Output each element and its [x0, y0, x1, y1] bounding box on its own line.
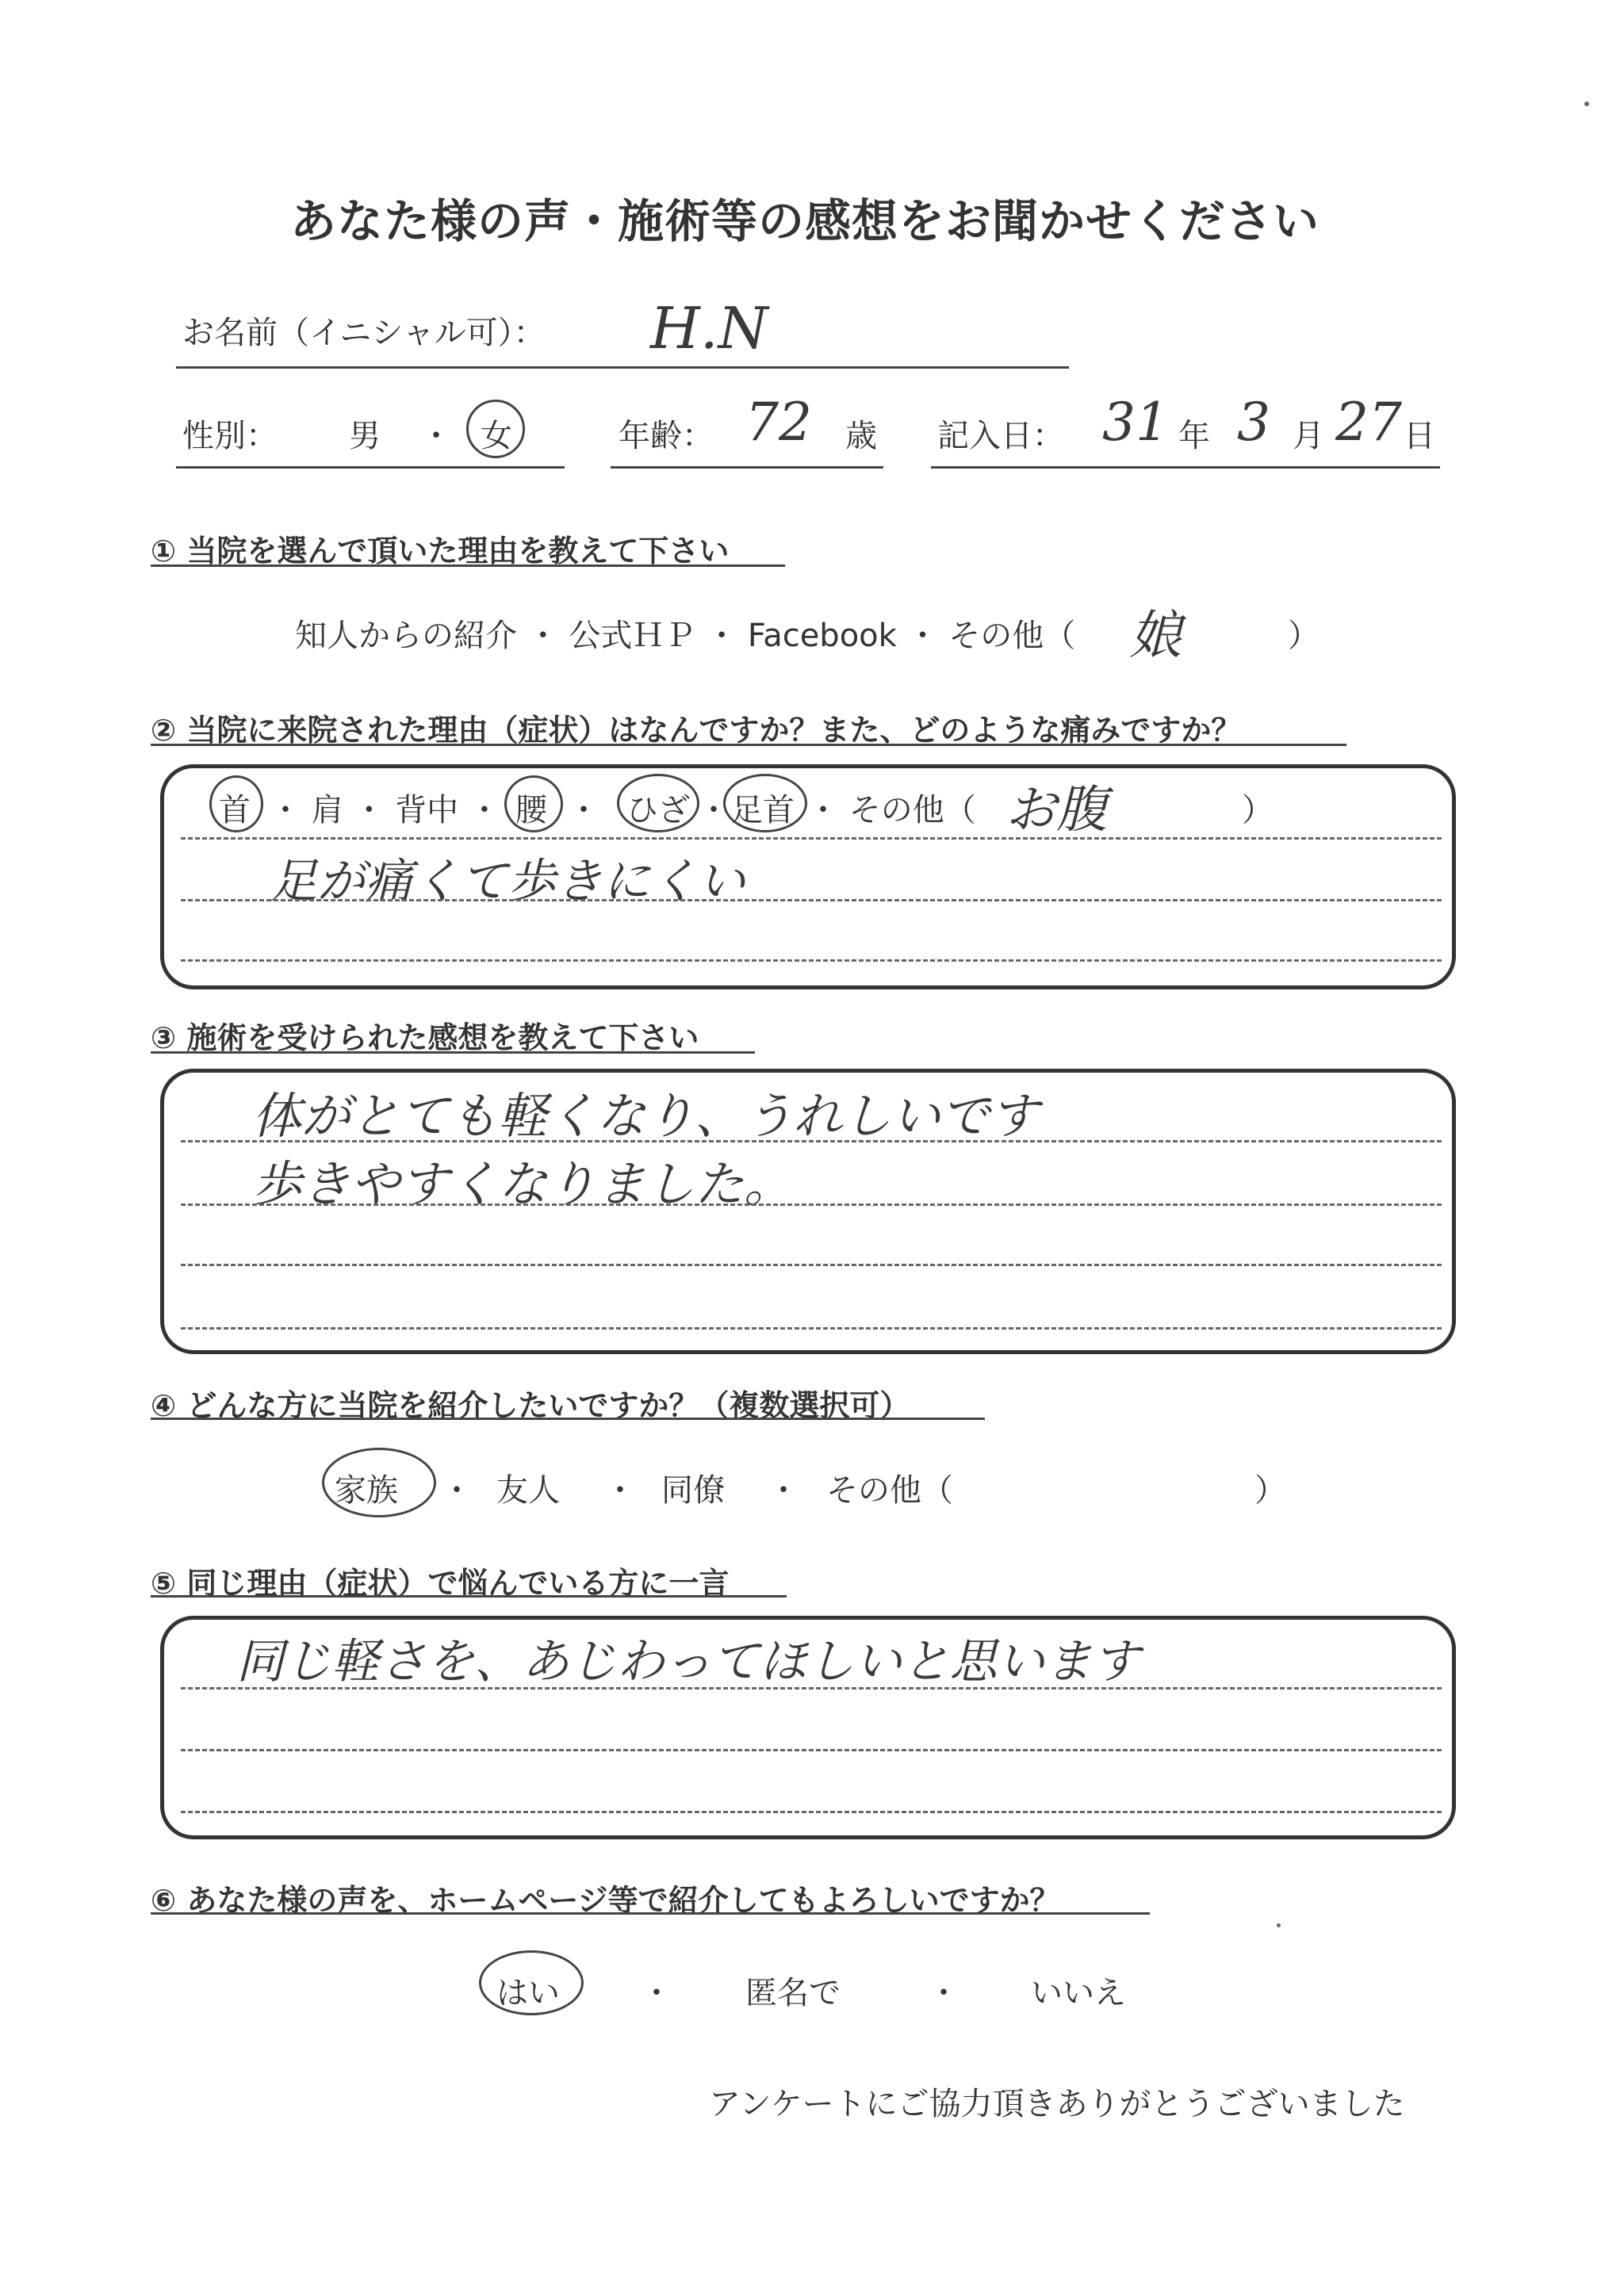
selection-circle-icon	[209, 775, 263, 832]
answer-line	[181, 1264, 1442, 1266]
q1-heading-underline	[151, 564, 785, 567]
q2-heading-underline	[151, 744, 1346, 746]
selection-circle-icon	[504, 775, 563, 832]
answer-line	[181, 837, 1442, 840]
q4-option-colleague[interactable]: 同僚	[661, 1472, 725, 1509]
q2-heading: ② 当院に来院された理由（症状）はなんですか？また、どのような痛みですか？	[151, 713, 1242, 748]
q2-separator: ・	[698, 792, 730, 828]
date-label: 記入日：	[937, 418, 1064, 454]
q6-heading-underline	[151, 1912, 1150, 1915]
date-underline	[931, 466, 1440, 469]
name-label: お名前（イニシャル可）：	[182, 315, 546, 351]
selection-circle-icon	[617, 774, 699, 832]
answer-line	[181, 1140, 1442, 1142]
date-month-unit: 月	[1293, 418, 1324, 454]
age-underline	[611, 466, 883, 469]
age-value[interactable]: 72	[745, 392, 812, 453]
q4-option-other[interactable]: その他（	[826, 1472, 953, 1509]
q3-heading: ③ 施術を受けられた感想を教えて下さい	[151, 1020, 699, 1055]
gender-label: 性別：	[182, 418, 278, 454]
q1-other-value[interactable]: 娘	[1129, 605, 1182, 666]
answer-line	[181, 1749, 1442, 1751]
q4-separator: ・	[768, 1472, 799, 1509]
answer-line	[181, 1687, 1442, 1689]
q2-option-neck[interactable]: 首	[219, 792, 251, 828]
date-year-unit: 年	[1178, 418, 1210, 454]
q4-close-paren: ）	[1254, 1472, 1286, 1509]
q3-answer-line-2[interactable]: 歩きやすくなりました。	[252, 1155, 794, 1213]
q2-option-other[interactable]: ・ その他（	[807, 792, 976, 828]
q1-close-paren: ）	[1288, 618, 1320, 654]
selection-circle-icon	[723, 774, 807, 832]
age-label: 年齢：	[619, 418, 714, 454]
q6-option-anonymous[interactable]: 匿名で	[745, 1975, 841, 2011]
q2-other-value[interactable]: お腹	[1005, 781, 1107, 840]
q3-heading-underline	[151, 1051, 755, 1054]
selection-circle-icon	[322, 1448, 436, 1517]
name-value[interactable]: H.N	[650, 295, 768, 362]
q5-heading: ⑤ 同じ理由（症状）で悩んでいる方に一言	[151, 1566, 730, 1601]
answer-line	[181, 899, 1442, 901]
date-month[interactable]: 3	[1237, 392, 1270, 453]
age-unit: 歳	[845, 418, 877, 454]
answer-line	[181, 1811, 1442, 1813]
q6-separator: ・	[928, 1975, 959, 2011]
q2-separator: ・	[568, 792, 599, 828]
q2-close-paren: ）	[1242, 792, 1274, 828]
q6-separator: ・	[641, 1975, 672, 2011]
q2-option-shoulder-back[interactable]: ・ 肩 ・ 背中 ・	[270, 792, 500, 828]
q5-heading-underline	[151, 1595, 787, 1598]
date-day[interactable]: 27	[1335, 392, 1402, 453]
q4-separator: ・	[604, 1472, 636, 1509]
answer-line	[181, 959, 1442, 962]
q4-option-family[interactable]: 家族	[335, 1472, 398, 1509]
q2-answer[interactable]: 足が痛くて歩きにくい	[270, 854, 745, 909]
gender-option-male[interactable]: 男	[349, 418, 381, 454]
answer-line	[181, 1203, 1442, 1206]
q4-heading-underline	[151, 1418, 985, 1420]
q2-option-lower-back[interactable]: 腰	[515, 792, 547, 828]
q6-option-no[interactable]: いいえ	[1031, 1975, 1126, 2011]
scan-speck	[1277, 1923, 1281, 1927]
q4-heading: ④ どんな方に当院を紹介したいですか？（複数選択可）	[151, 1388, 910, 1423]
page-title: あなた様の声・施術等の感想をお聞かせください	[289, 194, 1320, 248]
gender-option-female[interactable]: 女	[481, 418, 512, 454]
q2-option-ankle[interactable]: 足首	[731, 792, 795, 828]
scan-speck	[1584, 101, 1589, 106]
selection-circle-icon	[479, 1950, 584, 2015]
name-underline	[176, 366, 1069, 369]
selection-circle-icon	[466, 400, 525, 458]
date-year[interactable]: 31	[1102, 392, 1169, 453]
q6-heading: ⑥ あなた様の声を、ホームページ等で紹介してもよろしいですか？	[151, 1883, 1060, 1918]
q4-option-friend[interactable]: 友人	[496, 1472, 560, 1509]
footer-thanks: アンケートにご協力頂きありがとうございました	[709, 2086, 1405, 2122]
q1-options[interactable]: 知人からの紹介 ・ 公式ＨＰ ・ Facebook ・ その他（	[295, 618, 1076, 654]
q4-separator: ・	[441, 1472, 473, 1509]
answer-line	[181, 1327, 1442, 1330]
gender-underline	[176, 466, 565, 469]
date-day-unit: 日	[1404, 418, 1435, 454]
gender-separator: ・	[420, 418, 452, 454]
q5-answer[interactable]: 同じ軽さを、あじわってほしいと思います	[236, 1634, 1140, 1689]
q2-option-knee[interactable]: ひざ	[626, 792, 690, 828]
q6-option-yes[interactable]: はい	[496, 1975, 560, 2011]
q1-heading: ① 当院を選んで頂いた理由を教えて下さい	[151, 534, 730, 568]
q3-answer-line-1[interactable]: 体がとても軽くなり、うれしいです	[252, 1087, 1040, 1145]
